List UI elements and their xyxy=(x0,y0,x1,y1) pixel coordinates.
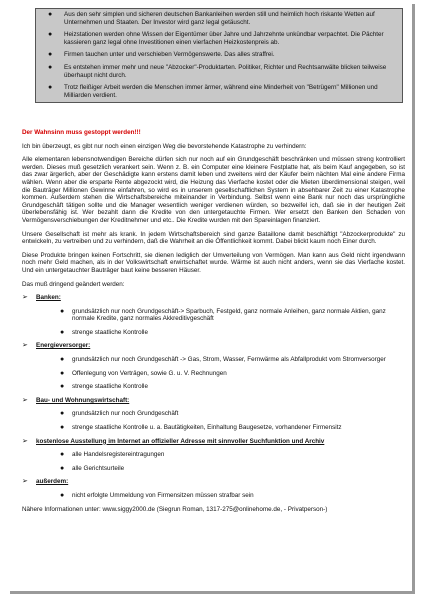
document-page xyxy=(10,4,415,594)
paragraph: Unsere Gesellschaft ist mehr als krank. In jedem Wirtschaftsbereich sind ganze Bataillone damit beschäftigt "Abzockerprodukte" zu entwickeln, zu vertreiben und zu verhindern, daß die Wahrheit an die Öffentlichkeit kommt. Dabei blickt kaum noch Einer durch. xyxy=(22,230,405,246)
list-item xyxy=(22,308,405,323)
bullet-icon: ● xyxy=(60,369,65,377)
list-item-text: grundsätzlich nur noch Grundgeschäft xyxy=(72,410,179,418)
summary-item xyxy=(40,84,398,99)
list-item xyxy=(22,492,405,500)
list-item xyxy=(22,356,405,364)
list-item xyxy=(22,451,405,459)
list-item-text: grundsätzlich nur noch Grundgeschäft-> Sparbuch, Festgeld, ganz normale Anleihen, ganz normale Aktien, ganz normale Kredite, ganz normales Akkreditivgeschäft xyxy=(72,307,386,323)
section-items xyxy=(22,410,405,431)
section-heading xyxy=(22,438,405,446)
section-items xyxy=(22,451,405,472)
summary-item-text: Heizstationen werden ohne Wissen der Eigentümer über Jahre und Jahrzehnte unkündbar verpachtet. Die Pächter kassieren ganz legal ohne Investitionen einen vierfachen Heizkostenpreis ab. xyxy=(64,31,384,46)
list-item-text: alle Gerichtsurteile xyxy=(72,464,125,472)
summary-item-text: Es entstehen immer mehr und neue "Abzocker"-Produktarten. Politiker, Richter und Rechtsanwälte blicken teilweise überhaupt nicht durch. xyxy=(64,63,387,79)
list-item-text: nicht erfolgte Ummeldung von Firmensitzen müssen strafbar sein xyxy=(72,492,254,499)
document-body xyxy=(22,129,405,519)
bullet-icon: ● xyxy=(48,63,53,71)
bullet-icon: ● xyxy=(60,424,65,432)
arrow-bullet-icon: ➢ xyxy=(22,342,28,350)
arrow-bullet-icon: ➢ xyxy=(22,294,28,302)
summary-list xyxy=(40,11,398,99)
list-item-text: strenge staatliche Kontrolle xyxy=(72,328,148,336)
list-item-text: Offenlegung von Verträgen, sowie G. u. V. Rechnungen xyxy=(72,369,227,377)
section-heading xyxy=(22,478,405,486)
bullet-icon: ● xyxy=(48,84,53,92)
bullet-icon: ● xyxy=(60,451,65,459)
bullet-icon: ● xyxy=(60,464,65,472)
paragraph: Ich bin überzeugt, es gibt nur noch einen einzigen Weg die bevorstehende Katastrophe zu verhindern: xyxy=(22,142,307,150)
bullet-icon: ● xyxy=(48,31,53,39)
section-title: Banken: xyxy=(36,294,61,302)
bullet-icon: ● xyxy=(48,51,53,59)
section-heading xyxy=(22,294,405,302)
paragraph: Diese Produkte bringen keinen Fortschritt, sie dienen lediglich der Umverteilung von Vermögen. Man kann aus Geld nicht irgendwann noch mehr Geld machen, als in der Volkswirtschaft erwirtschaftet wurde. Wärme ist auch nicht anders, wenn sie das Vierfache kostet. Und ein untergetauchter Bauträger baut keine besseren Häuser. xyxy=(22,251,405,274)
bullet-icon: ● xyxy=(48,11,53,18)
list-item xyxy=(22,465,405,473)
bullet-icon: ● xyxy=(60,328,65,336)
section-title: Energieversorger: xyxy=(36,342,91,350)
requirement-section xyxy=(22,478,405,499)
paragraph: Alle elementaren lebensnotwendigen Bereiche dürfen sich nur noch auf ein Grundgeschäft beschränken und müssen streng kontrolliert werden. Dieses muß gesetzlich verankert sein. Wenn z. B. ein Computer eine kleinere Festplatte hat, als beim Kauf angegeben, so ist das zwar ärgerlich, aber der Geschädigte kann erstens damit leben und zweitens wird der Käufer beim nächten Mal eine andere Firma wählen. Wenn aber die ersparte Rente abgezockt wird, die Heizung das Vierfache kostet oder die Mieten überdimensional steigen, weil die Bauträger Millionen Gewinne einfahren, so wird es in unserem gesellschaftlichen System in absehbarer Zeit zu einer Katastrophe kommen. Außerdem stehen die Wirtschaftsbereiche miteinander in Verbindung. Selbst wenn eine Bank nur noch das ursprüngliche Grundgeschäft tätigen sollte und die Manager wesentlich weniger verdienen würden, so bezweifel ich, daß sie in der heutigen Zeit überlebensfähig ist. Wer bezahlt dann die Kredite von den untergetauchte Firmen. Wer ersetzt den Banken den Schaden von Vermögensverschiebungen der Kreditnehmer und etc.. Die Kredite wurden mit den Spareinlagen finanziert. xyxy=(22,156,405,224)
requirement-section xyxy=(22,438,405,473)
list-item xyxy=(22,329,405,337)
summary-box xyxy=(35,8,403,103)
section-items xyxy=(22,492,405,500)
arrow-bullet-icon: ➢ xyxy=(22,396,28,404)
section-title: Bau- und Wohnungswirtschaft: xyxy=(36,396,130,404)
paragraph: Das muß dringend geändert werden: xyxy=(22,280,125,288)
section-heading xyxy=(22,397,405,405)
section-items xyxy=(22,356,405,391)
summary-item-text: Firmen tauchen unter und verschieben Vermögenswerte. Das alles straffrei. xyxy=(64,51,275,59)
list-item-text: grundsätzlich nur noch Grundgeschäft -> Gas, Strom, Wasser, Fernwärme als Abfallprodukt vom Stromversorger xyxy=(72,356,386,364)
footer-info: Nähere Informationen unter: www.siggy2000.de (Siegrun Roman, 1317-275@onlinehome.de, - Privatperson-) xyxy=(22,505,328,513)
list-item-text: strenge staatliche Kontrolle xyxy=(72,383,148,391)
summary-item xyxy=(40,11,398,26)
summary-item xyxy=(40,64,398,79)
summary-item xyxy=(40,51,398,59)
bullet-icon: ● xyxy=(60,410,65,418)
summary-item-text: Trotz fleißiger Arbeit werden die Menschen immer ärmer, während eine Minderheit von "Betrügern" Millionen und Milliarden verdient. xyxy=(64,84,378,99)
requirement-section xyxy=(22,294,405,336)
section-title: kostenlose Ausstellung im Internet an offizieller Adresse mit sinnvoller Suchfunktion und Archiv xyxy=(36,437,325,445)
section-heading xyxy=(22,342,405,350)
summary-item-text: Aus den sehr simplen und sicheren deutschen Bankanleihen werden still und heimlich hoch riskante Wetten auf Unternehmen und Staaten. Der Investor wird ganz legal getäuscht. xyxy=(64,11,375,26)
alert-heading: Der Wahnsinn muss gestoppt werden!!! xyxy=(22,129,141,136)
requirement-section xyxy=(22,342,405,390)
list-item xyxy=(22,424,405,432)
section-title: außerdem: xyxy=(36,478,69,486)
bullet-icon: ● xyxy=(60,383,65,391)
list-item-text: strenge staatliche Kontrolle u. a. Bautätigkeiten, Einhaltung Baugesetze, vorhandener Firmensitz xyxy=(72,424,342,432)
arrow-bullet-icon: ➢ xyxy=(22,478,28,486)
arrow-bullet-icon: ➢ xyxy=(22,437,28,445)
list-item xyxy=(22,370,405,378)
list-item xyxy=(22,410,405,418)
requirement-section xyxy=(22,397,405,432)
bullet-icon: ● xyxy=(60,356,65,364)
section-items xyxy=(22,308,405,337)
bullet-icon: ● xyxy=(60,492,65,499)
bullet-icon: ● xyxy=(60,307,65,315)
summary-item xyxy=(40,31,398,46)
requirements-list xyxy=(22,294,405,500)
list-item-text: alle Handelsregistereintragungen xyxy=(72,451,165,459)
list-item xyxy=(22,383,405,391)
